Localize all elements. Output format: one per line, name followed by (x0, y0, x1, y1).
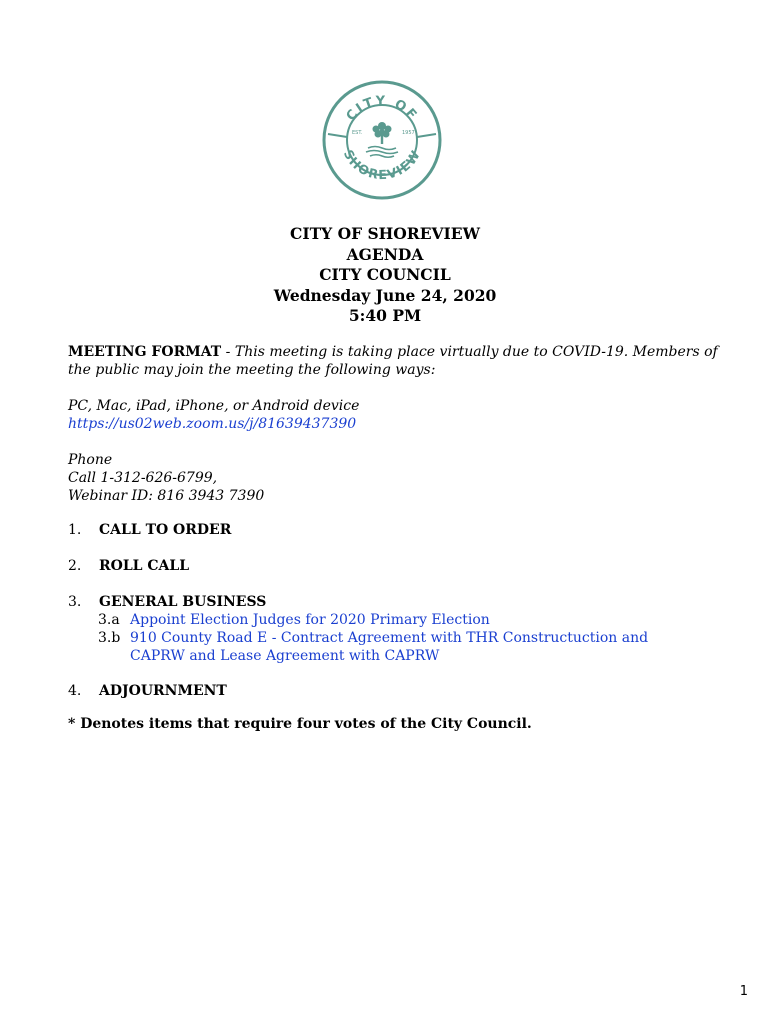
logo-bottom-text: SHOREVIEW (340, 146, 424, 183)
heading-date: Wednesday June 24, 2020 (273, 285, 497, 305)
heading-agenda: AGENDA (346, 244, 424, 264)
agenda-item-number: 3. (68, 594, 82, 610)
device-join-info (68, 397, 718, 433)
agenda-subitem-number: 3.a (98, 612, 120, 628)
logo-est-year: 1957 (402, 130, 415, 136)
phone-number: Call 1-312-626-6799, (68, 470, 218, 486)
heading-city: CITY OF SHOREVIEW (289, 224, 481, 243)
agenda-item-number: 4. (68, 683, 82, 699)
logo-top-text: CITY OF (343, 93, 421, 124)
agenda-item-number: 1. (68, 522, 82, 538)
heading-council: CITY COUNCIL (319, 265, 451, 284)
zoom-link[interactable]: https://us02web.zoom.us/j/81639437390 (68, 416, 357, 432)
meeting-format-text: This meeting is taking place virtually due to COVID-19. Members of the public may join the meeting the following ways: (68, 344, 718, 378)
agenda-subitem-link[interactable]: Appoint Election Judges for 2020 Primary Election (130, 612, 490, 628)
tree-icon (373, 122, 392, 144)
page-number: 1 (739, 984, 748, 999)
agenda-item-number: 2. (68, 558, 82, 574)
city-of-shoreview-logo (322, 78, 442, 202)
agenda-heading (0, 224, 770, 327)
heading-time: 5:40 PM (348, 306, 422, 325)
svg-text:CITY OF (344, 94, 421, 124)
meeting-format-paragraph (68, 343, 718, 379)
webinar-id: Webinar ID: 816 3943 7390 (68, 488, 265, 504)
device-list: PC, Mac, iPad, iPhone, or Android device (68, 398, 360, 414)
four-votes-note: * Denotes items that require four votes of the City Council. (68, 716, 532, 732)
agenda-item-label: ROLL CALL (99, 558, 190, 574)
phone-join-info (68, 451, 718, 505)
meeting-format-label: MEETING FORMAT (68, 344, 222, 360)
agenda-subitem-number: 3.b (98, 630, 121, 646)
phone-label: Phone (68, 452, 113, 468)
agenda-subitem-link[interactable]: 910 County Road E - Contract Agreement with THR Constructuction and CAPRW and Lease Agreement with CAPRW (130, 630, 649, 664)
agenda-item-label: ADJOURNMENT (99, 683, 227, 699)
agenda-item-label: CALL TO ORDER (99, 522, 232, 538)
agenda-item-label: GENERAL BUSINESS (99, 594, 267, 610)
water-icon (366, 147, 398, 158)
meeting-format-separator: - (221, 344, 235, 360)
logo-est-label: EST. (352, 130, 363, 136)
